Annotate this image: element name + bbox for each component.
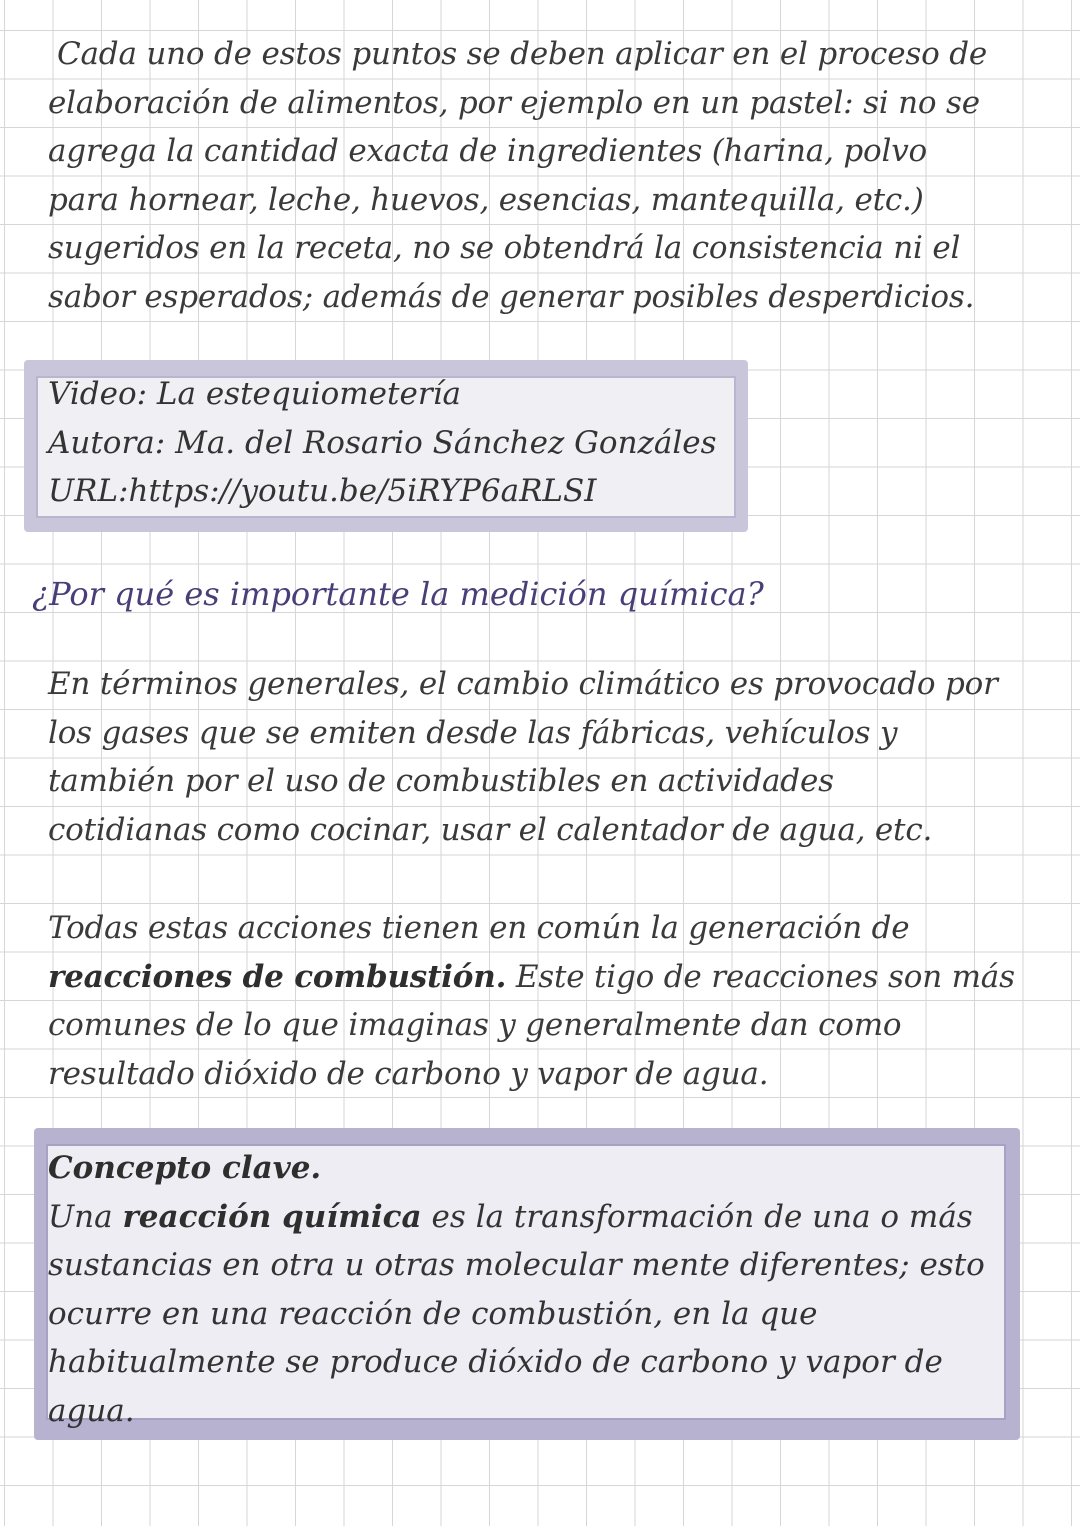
concept-line: ocurre en una reacción de combustión, en la que	[48, 1295, 818, 1332]
paragraph-line: sabor esperados; además de generar posibles desperdicios.	[48, 278, 975, 315]
paragraph-line: comunes de lo que imaginas y generalmente dan como	[48, 1007, 902, 1043]
concept-line: sustancias en otra u otras molecular mente diferentes; esto	[48, 1247, 985, 1283]
climate-change-paragraph	[48, 660, 1038, 854]
paragraph-line: Cada uno de estos puntos se deben aplicar en el proceso de	[57, 36, 987, 72]
key-concept-title: Concepto clave.	[48, 1150, 322, 1186]
paragraph-line: los gases que se emiten desde las fábricas, vehículos y	[48, 714, 898, 751]
paragraph-line	[48, 953, 1038, 1002]
video-title-line: Video: La estequiometería	[48, 376, 462, 412]
paragraph-line: elaboración de alimentos, por ejemplo en un pastel: si no se	[48, 84, 980, 121]
concept-line-start: Una	[48, 1198, 123, 1235]
video-author-line: Autora: Ma. del Rosario Sánchez Gonzáles	[48, 424, 717, 461]
concept-line: agua.	[48, 1392, 135, 1429]
paragraph-line: para hornear, leche, huevos, esencias, mantequilla, etc.)	[48, 181, 924, 218]
section-question-heading: ¿Por qué es importante la medición química?	[32, 575, 764, 613]
concept-line	[48, 1193, 1038, 1242]
paragraph-line: también por el uso de combustibles en actividades	[48, 763, 834, 799]
concept-line-rest: es la transformación de una o más	[421, 1198, 973, 1235]
intro-paragraph	[48, 30, 1038, 321]
concept-line: habitualmente se produce dióxido de carbono y vapor de	[48, 1344, 943, 1380]
paragraph-line: Todas estas acciones tienen en común la generación de	[48, 910, 910, 946]
paragraph-line: En términos generales, el cambio climático es provocado por	[48, 666, 998, 702]
paragraph-line: agrega la cantidad exacta de ingredientes (harina, polvo	[48, 133, 927, 169]
key-concept-text	[48, 1144, 1038, 1435]
paragraph-line: resultado dióxido de carbono y vapor de agua.	[48, 1055, 769, 1092]
paragraph-line: cotidianas como cocinar, usar el calentador de agua, etc.	[48, 811, 933, 848]
combustion-reactions-term: reacciones de combustión.	[48, 958, 507, 995]
combustion-paragraph	[48, 904, 1038, 1098]
chemical-reaction-term: reacción química	[122, 1198, 422, 1235]
paragraph-line-rest: Este tigo de reacciones son más	[506, 958, 1015, 995]
paragraph-line: sugeridos en la receta, no se obtendrá la consistencia ni el	[48, 230, 961, 266]
video-reference-text	[48, 370, 717, 516]
video-url-line: URL:https://youtu.be/5iRYP6aRLSI	[48, 473, 597, 509]
